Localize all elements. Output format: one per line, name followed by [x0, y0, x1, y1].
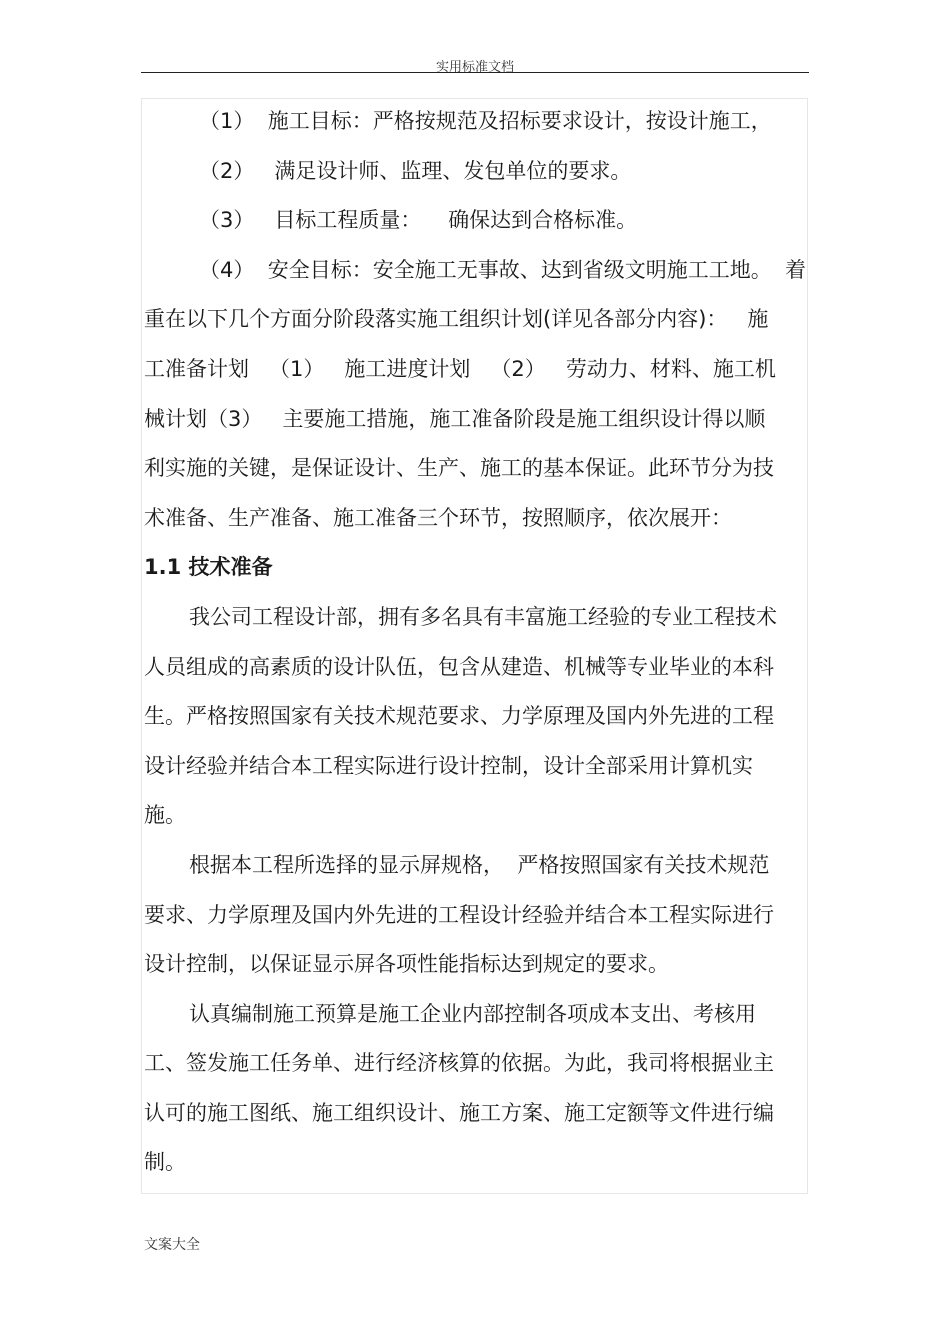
paragraph-line: 要求、力学原理及国内外先进的工程设计经验并结合本工程实际进行 [144, 902, 774, 927]
list-item-quality-goal: （3） 目标工程质量： 确保达到合格标准。 [199, 208, 638, 233]
paragraph-line: 施。 [144, 803, 186, 828]
paragraph-line: 我公司工程设计部，拥有多名具有丰富施工经验的专业工程技术 [189, 604, 777, 629]
paragraph-line: 根据本工程所选择的显示屏规格， 严格按照国家有关技术规范 [189, 852, 770, 877]
paragraph-line: 设计经验并结合本工程实际进行设计控制，设计全部采用计算机实 [144, 753, 753, 778]
paragraph-line: 术准备、生产准备、施工准备三个环节，按照顺序，依次展开： [144, 505, 732, 530]
paragraph-line: 设计控制，以保证显示屏各项性能指标达到规定的要求。 [144, 952, 669, 977]
paragraph-line: 利实施的关键，是保证设计、生产、施工的基本保证。此环节分为技 [144, 456, 774, 481]
paragraph-line: 认可的施工图纸、施工组织设计、施工方案、施工定额等文件进行编 [144, 1100, 774, 1125]
paragraph-line: 工准备计划 （1） 施工进度计划 （2） 劳动力、材料、施工机 [144, 356, 776, 381]
paragraph-line: 认真编制施工预算是施工企业内部控制各项成本支出、考核用 [189, 1001, 756, 1026]
paragraph-line: 制。 [144, 1150, 186, 1175]
page-header: 实用标准文档 [435, 60, 514, 75]
list-item-stakeholder-requirements: （2） 满足设计师、监理、发包单位的要求。 [199, 158, 632, 183]
header-rule [141, 72, 809, 73]
paragraph-line: 工、签发施工任务单、进行经济核算的依据。为此，我司将根据业主 [144, 1051, 774, 1076]
paragraph-line: 人员组成的高素质的设计队伍，包含从建造、机械等专业毕业的本科 [144, 654, 774, 679]
paragraph-line: 重在以下几个方面分阶段落实施工组织计划(详见各部分内容)： 施 [144, 307, 769, 332]
paragraph-line: 生。严格按照国家有关技术规范要求、力学原理及国内外先进的工程 [144, 704, 774, 729]
page-footer: 文案大全 [144, 1237, 200, 1253]
paragraph-line: 械计划（3） 主要施工措施，施工准备阶段是施工组织设计得以顺 [144, 406, 766, 431]
list-item-construction-goal: （1） 施工目标：严格按规范及招标要求设计，按设计施工， [199, 109, 772, 133]
list-item-safety-goal: （4） 安全目标：安全施工无事故、达到省级文明施工工地。 着 [199, 257, 807, 282]
document-body [144, 97, 816, 1188]
section-heading-technical-preparation: 1.1 技术准备 [144, 555, 273, 580]
